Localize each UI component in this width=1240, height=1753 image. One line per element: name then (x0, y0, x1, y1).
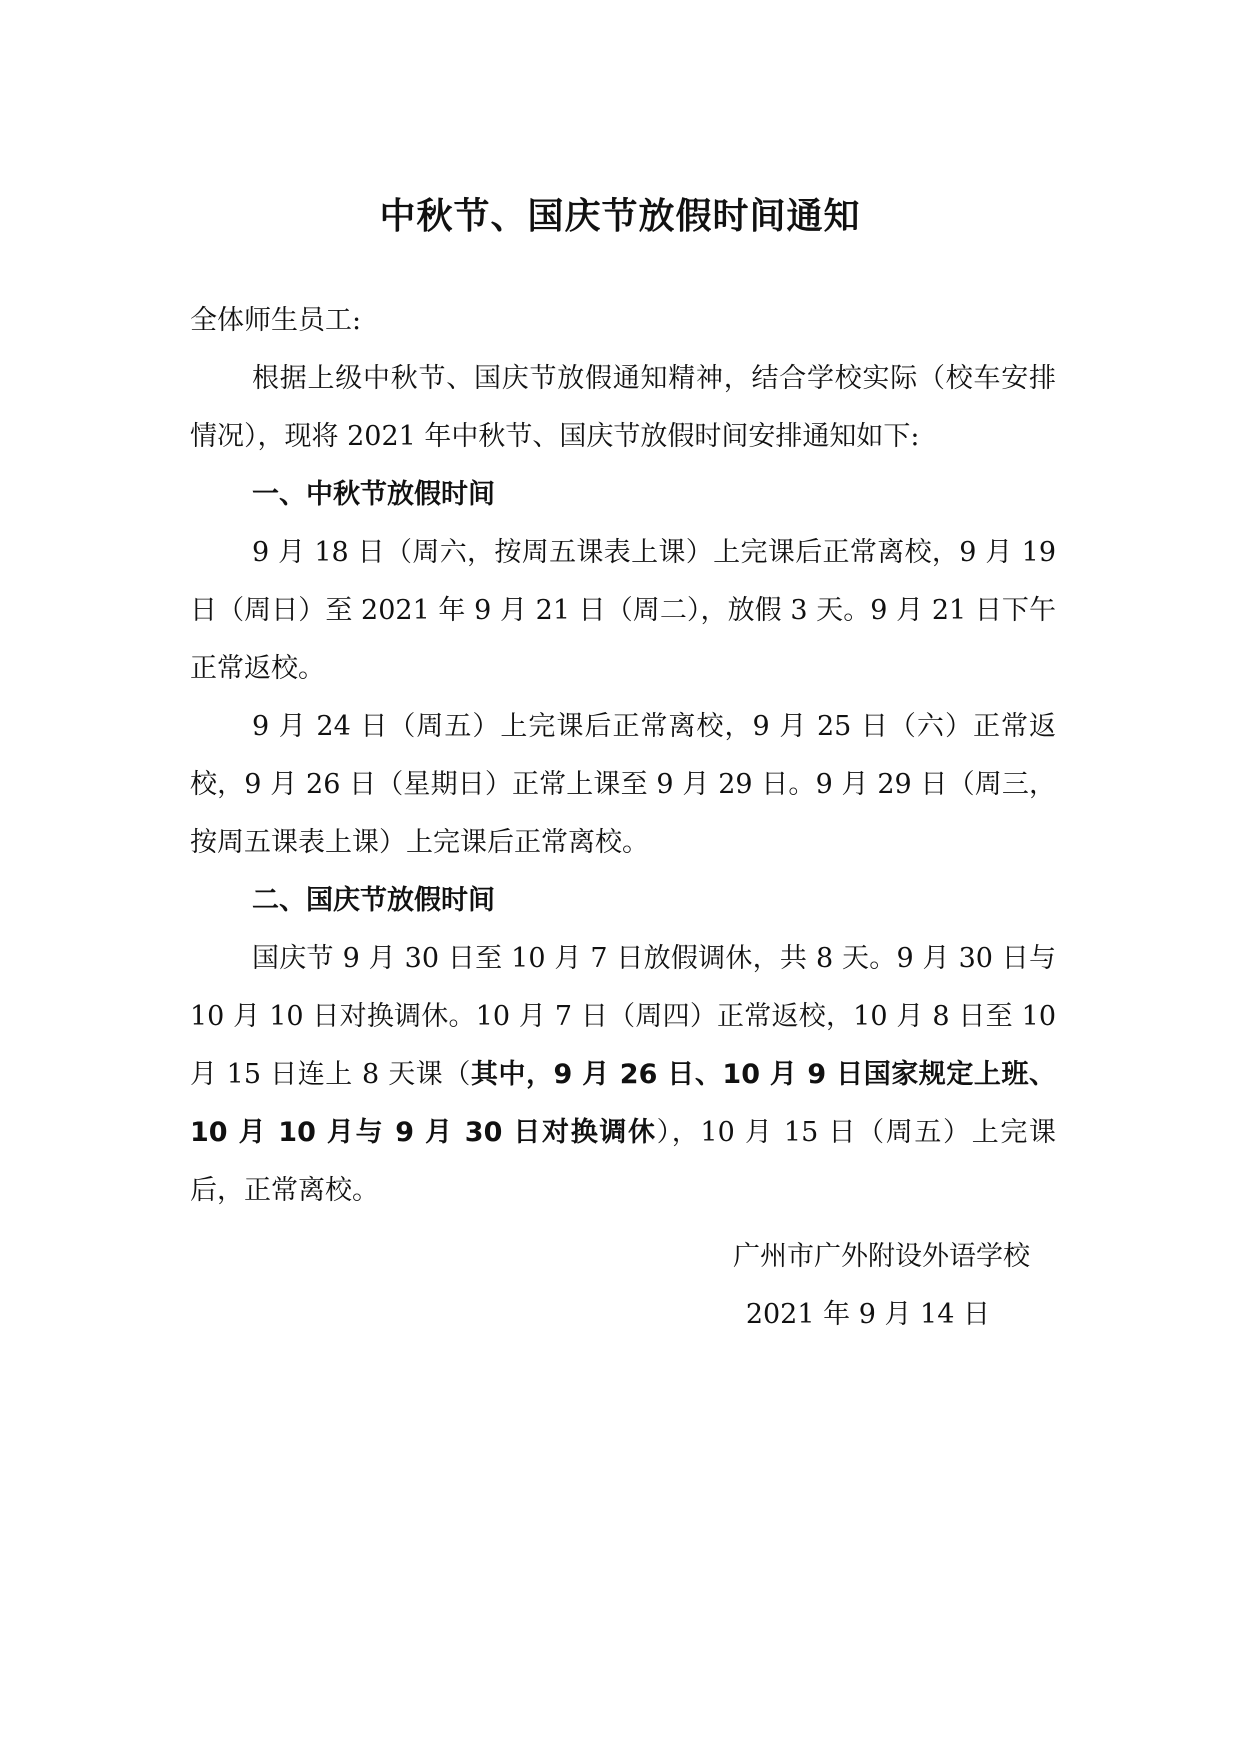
signature-date: 2021 年 9 月 14 日 (745, 1299, 990, 1330)
section-2-text-end: ），10 月 15 日（周五）上完课后，正常离校。 (190, 1117, 1056, 1206)
page-title: 中秋节、国庆节放假时间通知 (379, 195, 861, 237)
section-2-text-start: 国庆节 9 月 30 日至 10 月 7 日放假调休，共 8 天。9 月 30 日与 10 月 10 日对换调休。10 月 7 日（周四）正常返校，10 月 8 日至 10 月 15 日连上 8 天课（ (190, 943, 1056, 1090)
notice-body (190, 292, 1056, 1220)
section-2-bold-note: 其中，9 月 26 日、10 月 9 日国家规定上班、10 月 10 月与 9 月 30 日对换调休 (190, 1059, 1056, 1148)
section-2-paragraph (190, 930, 1056, 1220)
intro-paragraph: 根据上级中秋节、国庆节放假通知精神，结合学校实际（校车安排情况），现将 2021 年中秋节、国庆节放假时间安排通知如下: (190, 363, 1056, 452)
section-1-paragraph-1: 9 月 18 日（周六，按周五课表上课）上完课后正常离校，9 月 19 日（周日）至 2021 年 9 月 21 日（周二），放假 3 天。9 月 21 日下午正常返校。 (190, 537, 1056, 684)
salutation: 全体师生员工: (190, 305, 362, 336)
signature-school: 广州市广外附设外语学校 (733, 1241, 1030, 1272)
section-1-heading: 一、中秋节放假时间 (252, 479, 495, 510)
section-1-paragraph-2: 9 月 24 日（周五）上完课后正常离校，9 月 25 日（六）正常返校，9 月 26 日（星期日）正常上课至 9 月 29 日。9 月 29 日（周三，按周五课表上课）上完课后正常离校。 (190, 711, 1056, 858)
section-2-heading: 二、国庆节放假时间 (252, 885, 495, 916)
